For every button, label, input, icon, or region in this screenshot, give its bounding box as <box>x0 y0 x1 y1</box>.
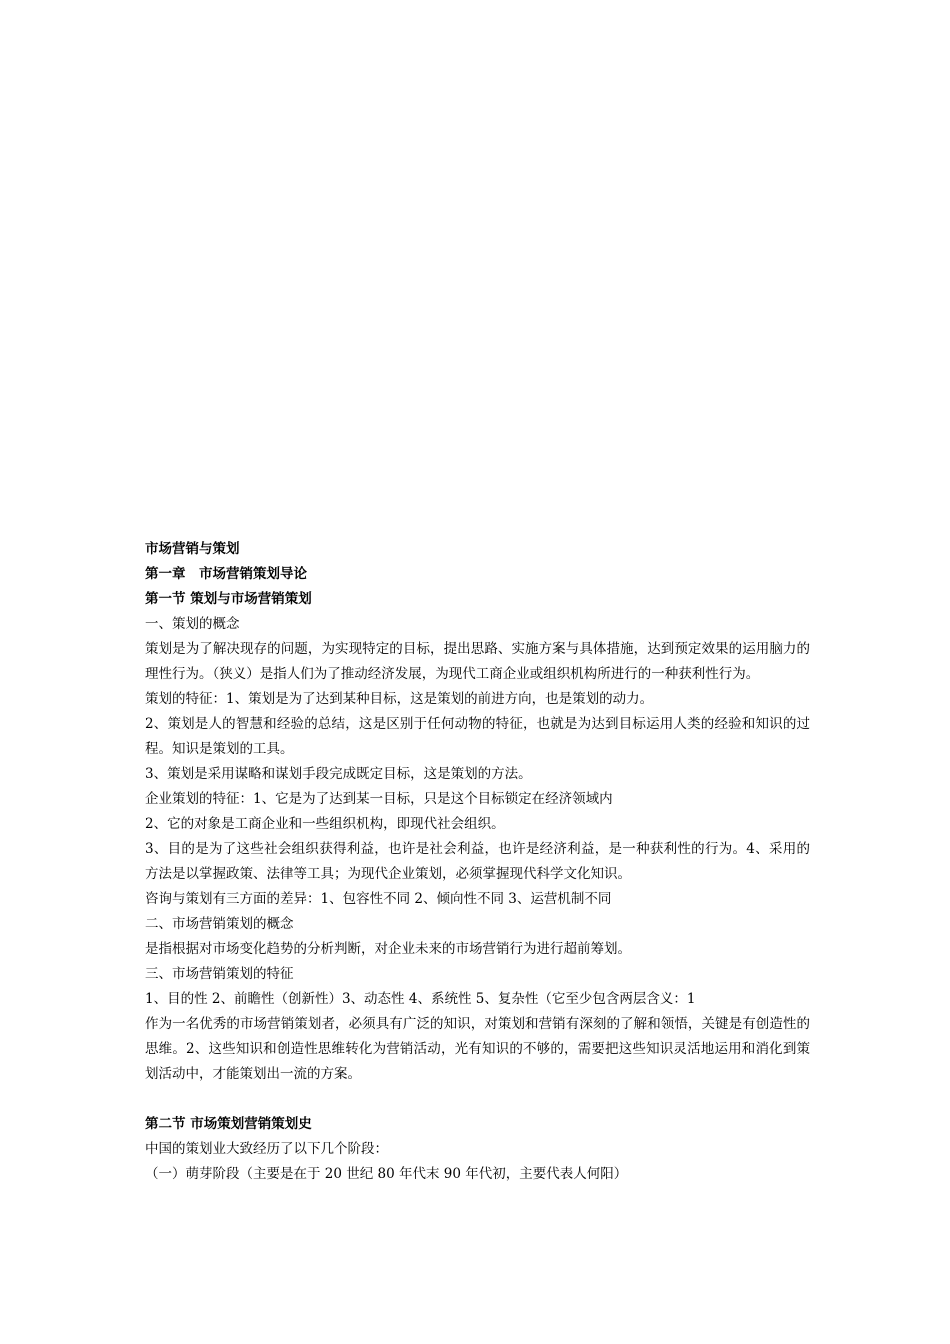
paragraph: 1、目的性 2、前瞻性（创新性）3、动态性 4、系统性 5、复杂性（它至少包含两层含义：1 <box>145 991 696 1007</box>
document-title: 市场营销与策划 <box>145 541 240 557</box>
paragraph: 中国的策划业大致经历了以下几个阶段： <box>145 1141 388 1157</box>
subsection-heading: 一、策划的概念 <box>145 616 240 632</box>
document-body <box>145 537 810 1187</box>
paragraph: 咨询与策划有三方面的差异：1、包容性不同 2、倾向性不同 3、运营机制不同 <box>145 891 612 907</box>
paragraph: 是指根据对市场变化趋势的分析判断，对企业未来的市场营销行为进行超前筹划。 <box>145 941 631 957</box>
subsection-heading: 三、市场营销策划的特征 <box>145 966 294 982</box>
paragraph: 3、策划是采用谋略和谋划手段完成既定目标，这是策划的方法。 <box>145 766 532 782</box>
subsection-heading: 二、市场营销策划的概念 <box>145 916 294 932</box>
chapter-heading: 第一章 市场营销策划导论 <box>145 566 307 582</box>
section-heading: 第一节 策划与市场营销策划 <box>145 591 312 607</box>
paragraph: 企业策划的特征：1、它是为了达到某一目标，只是这个目标锁定在经济领域内 <box>145 791 613 807</box>
paragraph: 策划是为了解决现存的问题，为实现特定的目标，提出思路、实施方案与具体措施，达到预定效果的运用脑力的理性行为。（狭义）是指人们为了推动经济发展，为现代工商企业或组织机构所进行的一种获利性行为。 <box>145 641 810 682</box>
paragraph: 2、它的对象是工商企业和一些组织机构，即现代社会组织。 <box>145 816 505 832</box>
section-heading: 第二节 市场策划营销策划史 <box>145 1116 312 1132</box>
paragraph: 作为一名优秀的市场营销策划者，必须具有广泛的知识，对策划和营销有深刻的了解和领悟，关键是有创造性的思维。2、这些知识和创造性思维转化为营销活动，光有知识的不够的，需要把这些知识灵活地运用和消化到策划活动中，才能策划出一流的方案。 <box>145 1016 810 1082</box>
paragraph: （一）萌芽阶段（主要是在于 20 世纪 80 年代末 90 年代初，主要代表人何阳） <box>145 1166 628 1182</box>
paragraph: 策划的特征：1、策划是为了达到某种目标，这是策划的前进方向，也是策划的动力。 <box>145 691 654 707</box>
blank-line <box>145 1087 810 1112</box>
paragraph: 3、目的是为了这些社会组织获得利益，也许是社会利益，也许是经济利益，是一种获利性的行为。4、采用的方法是以掌握政策、法律等工具；为现代企业策划，必须掌握现代科学文化知识。 <box>145 841 810 882</box>
paragraph: 2、策划是人的智慧和经验的总结，这是区别于任何动物的特征，也就是为达到目标运用人类的经验和知识的过程。知识是策划的工具。 <box>145 716 810 757</box>
